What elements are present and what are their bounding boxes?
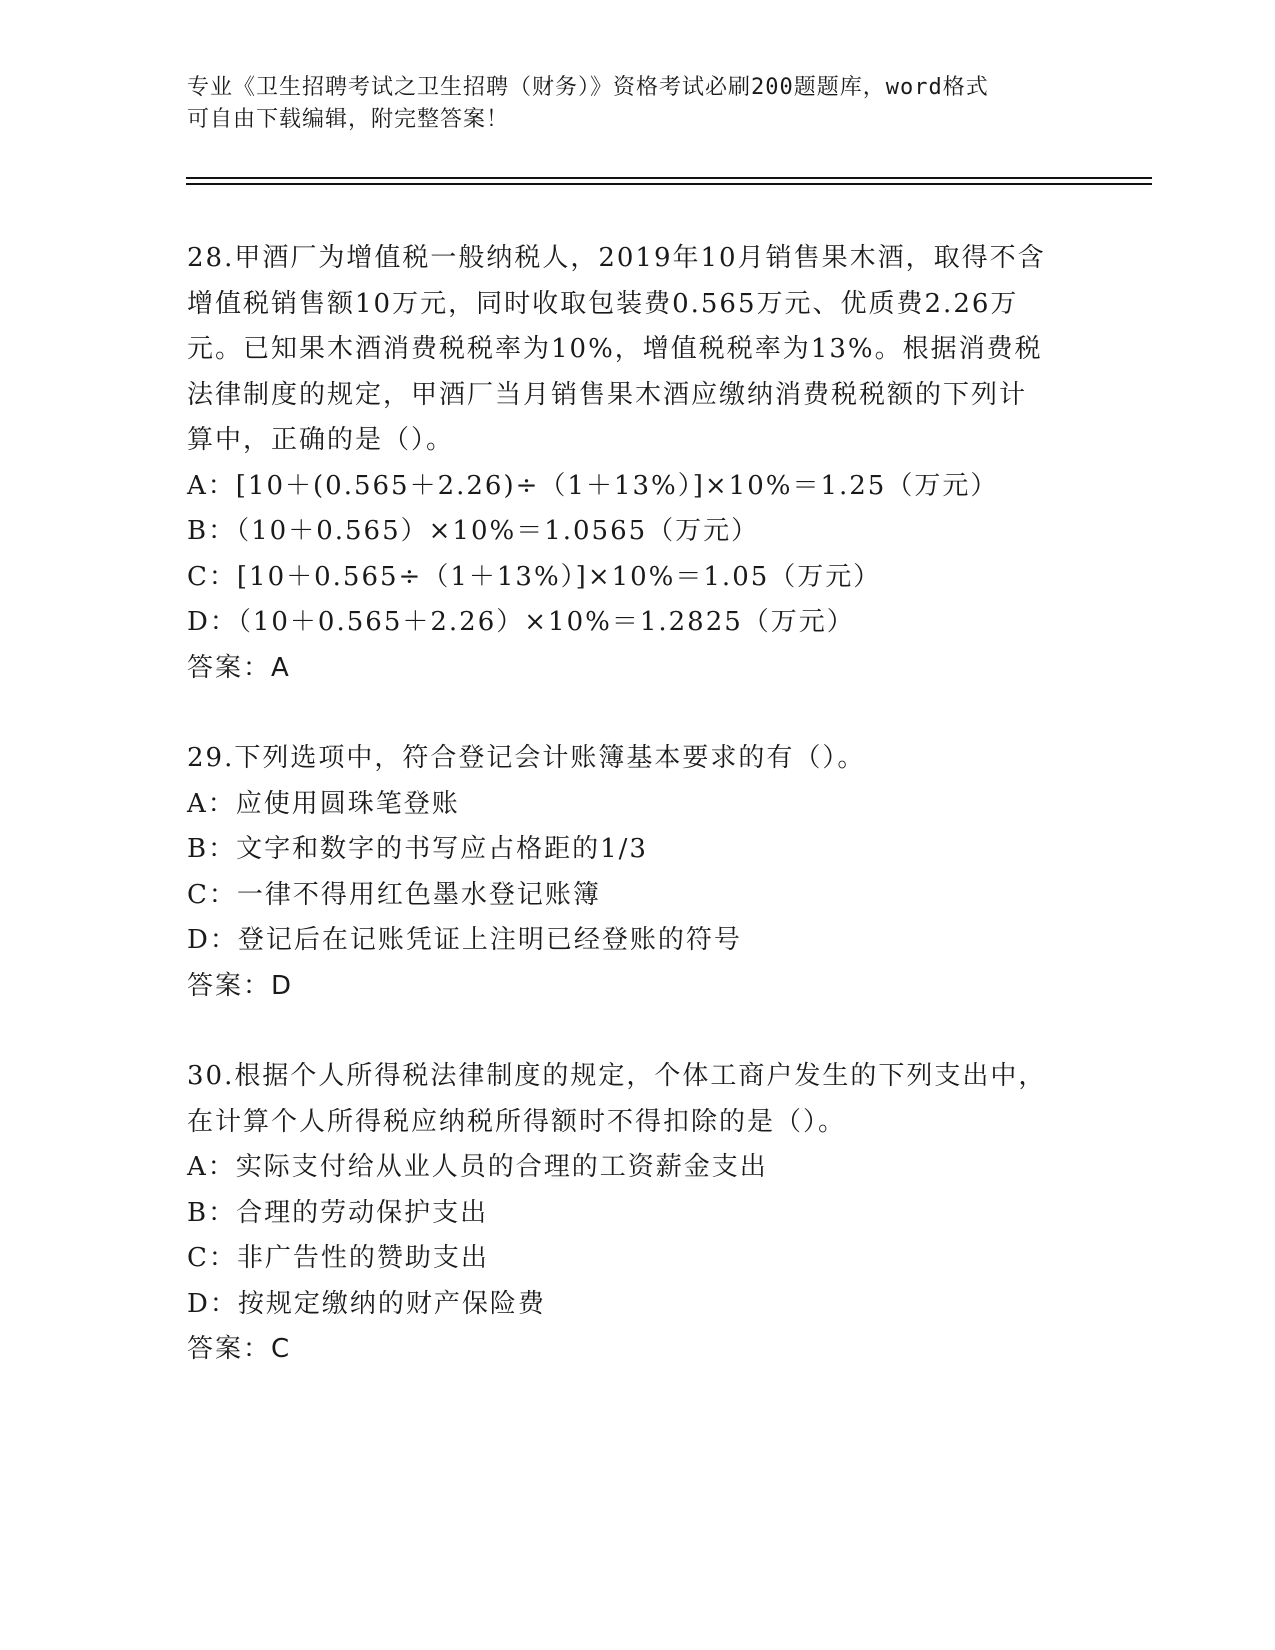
answer-label: 答案：A [187,652,291,683]
question-stem-line: 算中，正确的是（）。 [187,425,455,455]
answer-label: 答案：C [187,1334,292,1364]
option-b: B：合理的劳动保护支出 [187,1197,489,1228]
option-b: B：文字和数字的书写应占格距的1/3 [187,834,648,864]
header-line-1: 专业《卫生招聘考试之卫生招聘（财务）》资格考试必刷200题题库，word格式 [187,75,989,100]
option-d: D：按规定缴纳的财产保险费 [187,1288,546,1319]
question-28 [187,236,1087,691]
option-a: A：[10＋(0.565＋2.26)÷（1＋13%）]×10%＝1.25（万元） [187,470,999,501]
question-spacer [187,691,1087,736]
document-header [187,72,1087,136]
question-spacer [187,1009,1087,1054]
header-rule-bottom [186,183,1152,185]
question-stem-line: 法律制度的规定，甲酒厂当月销售果木酒应缴纳消费税税额的下列计 [187,379,1028,410]
header-line-2: 可自由下载编辑，附完整答案！ [187,107,510,132]
option-d: D：登记后在记账凭证上注明已经登账的符号 [187,925,742,955]
question-30 [187,1054,1087,1373]
question-stem-line: 在计算个人所得税应纳税所得额时不得扣除的是（）。 [187,1106,847,1137]
option-a: A：应使用圆珠笔登账 [187,788,460,819]
option-c: C：[10＋0.565÷（1＋13%）]×10%＝1.05（万元） [187,561,882,592]
header-rule-top [186,177,1152,179]
question-29 [187,736,1087,1009]
option-c: C：一律不得用红色墨水登记账簿 [187,879,601,910]
option-b: B：（10＋0.565）×10%＝1.0565（万元） [187,516,760,546]
question-stem-line: 30.根据个人所得税法律制度的规定，个体工商户发生的下列支出中， [187,1061,1047,1091]
option-d: D：（10＋0.565＋2.26）×10%＝1.2825（万元） [187,607,855,637]
option-a: A：实际支付给从业人员的合理的工资薪金支出 [187,1152,768,1182]
question-stem-line: 29.下列选项中，符合登记会计账簿基本要求的有（）。 [187,743,866,773]
answer-label: 答案：D [187,970,294,1001]
question-stem-line: 28.甲酒厂为增值税一般纳税人，2019年10月销售果木酒，取得不含 [187,243,1046,273]
question-stem-line: 增值税销售额10万元，同时收取包装费0.565万元、优质费2.26万 [187,288,1019,319]
question-list [187,236,1087,1373]
option-c: C：非广告性的赞助支出 [187,1243,489,1273]
question-stem-line: 元。已知果木酒消费税税率为10%，增值税税率为13%。根据消费税 [187,334,1043,364]
